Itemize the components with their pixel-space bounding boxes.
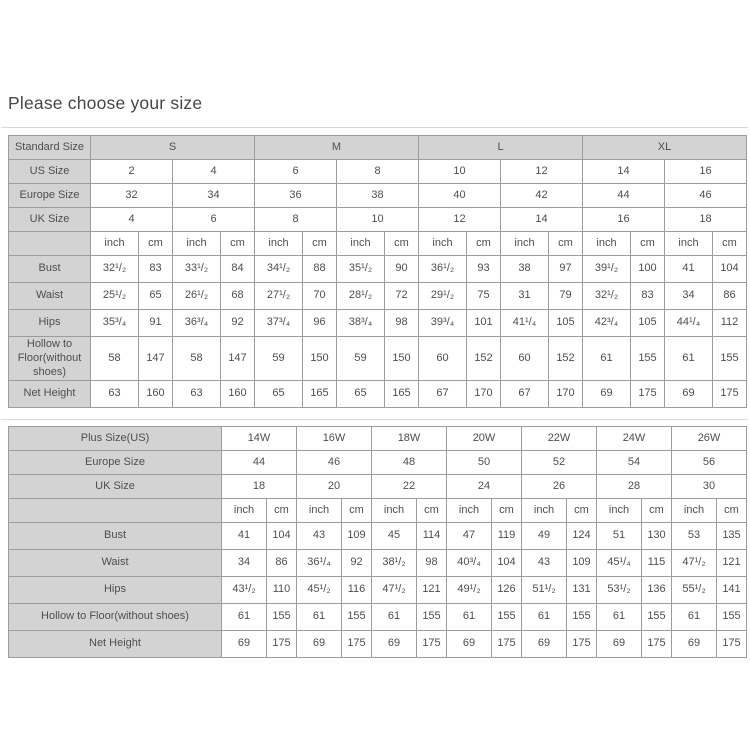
size-value-cell: 14 xyxy=(501,208,583,232)
measure-value-cell: 41¹/₄ xyxy=(501,310,549,337)
measure-value-cell: 61 xyxy=(672,604,717,631)
unit-inch-cell: inch xyxy=(501,232,549,256)
size-value-cell: 46 xyxy=(297,451,372,475)
measure-value-cell: 91 xyxy=(139,310,173,337)
size-value-cell: 46 xyxy=(665,184,747,208)
size-value-cell: 12 xyxy=(419,208,501,232)
unit-cm-cell: cm xyxy=(492,499,522,523)
measure-value-cell: 44¹/₄ xyxy=(665,310,713,337)
measure-value-cell: 112 xyxy=(713,310,747,337)
measure-value-cell: 150 xyxy=(303,337,337,381)
measure-value-cell: 175 xyxy=(342,631,372,658)
measure-value-cell: 34 xyxy=(222,550,267,577)
unit-cm-cell: cm xyxy=(713,232,747,256)
divider xyxy=(1,127,748,128)
measure-value-cell: 61 xyxy=(372,604,417,631)
measure-value-cell: 119 xyxy=(492,523,522,550)
row-label: Standard Size xyxy=(9,136,91,160)
unit-inch-cell: inch xyxy=(583,232,631,256)
size-value-cell: 20 xyxy=(297,475,372,499)
measure-value-cell: 32¹/₂ xyxy=(91,256,139,283)
measure-value-cell: 121 xyxy=(717,550,747,577)
size-value-cell: 30 xyxy=(672,475,747,499)
measure-value-cell: 175 xyxy=(567,631,597,658)
row-label: Net Height xyxy=(9,381,91,408)
measure-value-cell: 105 xyxy=(549,310,583,337)
measure-value-cell: 26¹/₂ xyxy=(173,283,221,310)
measure-value-cell: 165 xyxy=(303,381,337,408)
measure-value-cell: 25¹/₂ xyxy=(91,283,139,310)
size-value-cell: 18 xyxy=(222,475,297,499)
measure-value-cell: 155 xyxy=(713,337,747,381)
row-label: Hips xyxy=(9,310,91,337)
measure-value-cell: 165 xyxy=(385,381,419,408)
row-label: Bust xyxy=(9,523,222,550)
measure-value-cell: 131 xyxy=(567,577,597,604)
unit-cm-cell: cm xyxy=(417,499,447,523)
measure-value-cell: 150 xyxy=(385,337,419,381)
measure-value-cell: 36³/₄ xyxy=(173,310,221,337)
measure-value-cell: 141 xyxy=(717,577,747,604)
measure-value-cell: 69 xyxy=(597,631,642,658)
measure-value-cell: 61 xyxy=(447,604,492,631)
measure-value-cell: 96 xyxy=(303,310,337,337)
measure-value-cell: 155 xyxy=(642,604,672,631)
row-label xyxy=(9,232,91,256)
row-label: Net Height xyxy=(9,631,222,658)
measure-value-cell: 61 xyxy=(583,337,631,381)
measure-value-cell: 51 xyxy=(597,523,642,550)
standard-size-table xyxy=(8,135,747,408)
measure-value-cell: 32¹/₂ xyxy=(583,283,631,310)
size-value-cell: 56 xyxy=(672,451,747,475)
measure-value-cell: 155 xyxy=(492,604,522,631)
unit-cm-cell: cm xyxy=(567,499,597,523)
unit-inch-cell: inch xyxy=(672,499,717,523)
size-value-cell: 16W xyxy=(297,427,372,451)
unit-inch-cell: inch xyxy=(173,232,221,256)
measure-value-cell: 63 xyxy=(173,381,221,408)
size-value-cell: 4 xyxy=(173,160,255,184)
measure-value-cell: 69 xyxy=(297,631,342,658)
measure-value-cell: 67 xyxy=(501,381,549,408)
unit-cm-cell: cm xyxy=(139,232,173,256)
size-value-cell: 8 xyxy=(337,160,419,184)
measure-value-cell: 41 xyxy=(665,256,713,283)
measure-value-cell: 86 xyxy=(267,550,297,577)
size-value-cell: 44 xyxy=(222,451,297,475)
unit-inch-cell: inch xyxy=(419,232,467,256)
measure-value-cell: 170 xyxy=(467,381,501,408)
measure-value-cell: 47 xyxy=(447,523,492,550)
measure-value-cell: 69 xyxy=(672,631,717,658)
measure-value-cell: 79 xyxy=(549,283,583,310)
unit-cm-cell: cm xyxy=(717,499,747,523)
measure-value-cell: 121 xyxy=(417,577,447,604)
measure-value-cell: 175 xyxy=(417,631,447,658)
measure-value-cell: 147 xyxy=(221,337,255,381)
measure-value-cell: 45¹/₂ xyxy=(297,577,342,604)
measure-value-cell: 104 xyxy=(267,523,297,550)
size-value-cell: 32 xyxy=(91,184,173,208)
measure-value-cell: 86 xyxy=(713,283,747,310)
measure-value-cell: 69 xyxy=(665,381,713,408)
measure-value-cell: 104 xyxy=(713,256,747,283)
size-value-cell: 18 xyxy=(665,208,747,232)
size-value-cell: 34 xyxy=(173,184,255,208)
measure-value-cell: 41 xyxy=(222,523,267,550)
measure-value-cell: 68 xyxy=(221,283,255,310)
measure-value-cell: 36¹/₄ xyxy=(297,550,342,577)
measure-value-cell: 92 xyxy=(342,550,372,577)
size-value-cell: 52 xyxy=(522,451,597,475)
size-value-cell: 44 xyxy=(583,184,665,208)
measure-value-cell: 98 xyxy=(385,310,419,337)
measure-value-cell: 65 xyxy=(139,283,173,310)
size-group-header: M xyxy=(255,136,419,160)
measure-value-cell: 147 xyxy=(139,337,173,381)
measure-value-cell: 170 xyxy=(549,381,583,408)
measure-value-cell: 53¹/₂ xyxy=(597,577,642,604)
measure-value-cell: 43¹/₂ xyxy=(222,577,267,604)
measure-value-cell: 83 xyxy=(631,283,665,310)
measure-value-cell: 155 xyxy=(717,604,747,631)
unit-cm-cell: cm xyxy=(385,232,419,256)
measure-value-cell: 155 xyxy=(267,604,297,631)
size-value-cell: 18W xyxy=(372,427,447,451)
size-value-cell: 10 xyxy=(337,208,419,232)
measure-value-cell: 61 xyxy=(597,604,642,631)
measure-value-cell: 175 xyxy=(492,631,522,658)
unit-inch-cell: inch xyxy=(522,499,567,523)
measure-value-cell: 90 xyxy=(385,256,419,283)
measure-value-cell: 152 xyxy=(549,337,583,381)
size-value-cell: 4 xyxy=(91,208,173,232)
measure-value-cell: 110 xyxy=(267,577,297,604)
measure-value-cell: 152 xyxy=(467,337,501,381)
measure-value-cell: 35¹/₂ xyxy=(337,256,385,283)
measure-value-cell: 63 xyxy=(91,381,139,408)
size-value-cell: 14W xyxy=(222,427,297,451)
unit-cm-cell: cm xyxy=(303,232,337,256)
measure-value-cell: 49 xyxy=(522,523,567,550)
measure-value-cell: 33¹/₂ xyxy=(173,256,221,283)
size-value-cell: 20W xyxy=(447,427,522,451)
size-value-cell: 40 xyxy=(419,184,501,208)
size-value-cell: 38 xyxy=(337,184,419,208)
measure-value-cell: 37³/₄ xyxy=(255,310,303,337)
measure-value-cell: 69 xyxy=(583,381,631,408)
measure-value-cell: 49¹/₂ xyxy=(447,577,492,604)
measure-value-cell: 116 xyxy=(342,577,372,604)
row-label: Europe Size xyxy=(9,451,222,475)
measure-value-cell: 45 xyxy=(372,523,417,550)
unit-cm-cell: cm xyxy=(631,232,665,256)
row-label: Bust xyxy=(9,256,91,283)
measure-value-cell: 28¹/₂ xyxy=(337,283,385,310)
unit-cm-cell: cm xyxy=(221,232,255,256)
measure-value-cell: 84 xyxy=(221,256,255,283)
page-title: Please choose your size xyxy=(8,93,203,113)
measure-value-cell: 69 xyxy=(372,631,417,658)
size-group-header: XL xyxy=(583,136,747,160)
unit-cm-cell: cm xyxy=(642,499,672,523)
unit-inch-cell: inch xyxy=(297,499,342,523)
unit-inch-cell: inch xyxy=(447,499,492,523)
size-value-cell: 28 xyxy=(597,475,672,499)
row-label: Plus Size(US) xyxy=(9,427,222,451)
measure-value-cell: 155 xyxy=(567,604,597,631)
measure-value-cell: 43 xyxy=(297,523,342,550)
row-label: Europe Size xyxy=(9,184,91,208)
measure-value-cell: 45¹/₄ xyxy=(597,550,642,577)
size-value-cell: 16 xyxy=(665,160,747,184)
measure-value-cell: 59 xyxy=(337,337,385,381)
measure-value-cell: 101 xyxy=(467,310,501,337)
size-value-cell: 10 xyxy=(419,160,501,184)
measure-value-cell: 175 xyxy=(713,381,747,408)
measure-value-cell: 39³/₄ xyxy=(419,310,467,337)
row-label: Waist xyxy=(9,283,91,310)
measure-value-cell: 61 xyxy=(222,604,267,631)
unit-inch-cell: inch xyxy=(597,499,642,523)
measure-value-cell: 60 xyxy=(419,337,467,381)
size-value-cell: 54 xyxy=(597,451,672,475)
measure-value-cell: 39¹/₂ xyxy=(583,256,631,283)
measure-value-cell: 51¹/₂ xyxy=(522,577,567,604)
measure-value-cell: 114 xyxy=(417,523,447,550)
measure-value-cell: 59 xyxy=(255,337,303,381)
measure-value-cell: 104 xyxy=(492,550,522,577)
unit-inch-cell: inch xyxy=(372,499,417,523)
measure-value-cell: 38³/₄ xyxy=(337,310,385,337)
measure-value-cell: 43 xyxy=(522,550,567,577)
size-value-cell: 22 xyxy=(372,475,447,499)
measure-value-cell: 69 xyxy=(447,631,492,658)
measure-value-cell: 53 xyxy=(672,523,717,550)
measure-value-cell: 175 xyxy=(642,631,672,658)
size-value-cell: 16 xyxy=(583,208,665,232)
size-value-cell: 50 xyxy=(447,451,522,475)
measure-value-cell: 34 xyxy=(665,283,713,310)
measure-value-cell: 34¹/₂ xyxy=(255,256,303,283)
measure-value-cell: 75 xyxy=(467,283,501,310)
size-value-cell: 12 xyxy=(501,160,583,184)
unit-inch-cell: inch xyxy=(255,232,303,256)
measure-value-cell: 98 xyxy=(417,550,447,577)
measure-value-cell: 155 xyxy=(417,604,447,631)
measure-value-cell: 124 xyxy=(567,523,597,550)
row-label: UK Size xyxy=(9,208,91,232)
measure-value-cell: 38 xyxy=(501,256,549,283)
measure-value-cell: 42³/₄ xyxy=(583,310,631,337)
size-value-cell: 14 xyxy=(583,160,665,184)
size-value-cell: 2 xyxy=(91,160,173,184)
measure-value-cell: 175 xyxy=(631,381,665,408)
measure-value-cell: 67 xyxy=(419,381,467,408)
size-value-cell: 42 xyxy=(501,184,583,208)
measure-value-cell: 126 xyxy=(492,577,522,604)
measure-value-cell: 61 xyxy=(297,604,342,631)
measure-value-cell: 61 xyxy=(665,337,713,381)
measure-value-cell: 58 xyxy=(173,337,221,381)
measure-value-cell: 55¹/₂ xyxy=(672,577,717,604)
size-value-cell: 8 xyxy=(255,208,337,232)
measure-value-cell: 88 xyxy=(303,256,337,283)
measure-value-cell: 92 xyxy=(221,310,255,337)
measure-value-cell: 175 xyxy=(717,631,747,658)
size-value-cell: 24 xyxy=(447,475,522,499)
unit-inch-cell: inch xyxy=(91,232,139,256)
size-group-header: S xyxy=(91,136,255,160)
measure-value-cell: 160 xyxy=(139,381,173,408)
measure-value-cell: 93 xyxy=(467,256,501,283)
measure-value-cell: 100 xyxy=(631,256,665,283)
measure-value-cell: 109 xyxy=(342,523,372,550)
measure-value-cell: 105 xyxy=(631,310,665,337)
measure-value-cell: 36¹/₂ xyxy=(419,256,467,283)
size-value-cell: 6 xyxy=(255,160,337,184)
measure-value-cell: 109 xyxy=(567,550,597,577)
measure-value-cell: 27¹/₂ xyxy=(255,283,303,310)
measure-value-cell: 47¹/₂ xyxy=(672,550,717,577)
measure-value-cell: 72 xyxy=(385,283,419,310)
row-label xyxy=(9,499,222,523)
measure-value-cell: 65 xyxy=(337,381,385,408)
plus-size-table xyxy=(8,426,747,658)
measure-value-cell: 31 xyxy=(501,283,549,310)
measure-value-cell: 60 xyxy=(501,337,549,381)
size-value-cell: 22W xyxy=(522,427,597,451)
measure-value-cell: 155 xyxy=(342,604,372,631)
size-value-cell: 24W xyxy=(597,427,672,451)
unit-inch-cell: inch xyxy=(222,499,267,523)
divider xyxy=(1,419,748,420)
row-label: Hollow to Floor(without shoes) xyxy=(9,604,222,631)
measure-value-cell: 38¹/₂ xyxy=(372,550,417,577)
size-value-cell: 26W xyxy=(672,427,747,451)
measure-value-cell: 69 xyxy=(522,631,567,658)
measure-value-cell: 175 xyxy=(267,631,297,658)
measure-value-cell: 29¹/₂ xyxy=(419,283,467,310)
measure-value-cell: 40³/₄ xyxy=(447,550,492,577)
measure-value-cell: 47¹/₂ xyxy=(372,577,417,604)
size-value-cell: 26 xyxy=(522,475,597,499)
size-value-cell: 6 xyxy=(173,208,255,232)
unit-inch-cell: inch xyxy=(665,232,713,256)
measure-value-cell: 69 xyxy=(222,631,267,658)
measure-value-cell: 160 xyxy=(221,381,255,408)
row-label: Waist xyxy=(9,550,222,577)
measure-value-cell: 97 xyxy=(549,256,583,283)
measure-value-cell: 65 xyxy=(255,381,303,408)
measure-value-cell: 130 xyxy=(642,523,672,550)
row-label: US Size xyxy=(9,160,91,184)
unit-cm-cell: cm xyxy=(549,232,583,256)
size-group-header: L xyxy=(419,136,583,160)
measure-value-cell: 155 xyxy=(631,337,665,381)
unit-cm-cell: cm xyxy=(467,232,501,256)
size-chart-page xyxy=(0,93,750,658)
measure-value-cell: 61 xyxy=(522,604,567,631)
measure-value-cell: 135 xyxy=(717,523,747,550)
row-label: Hips xyxy=(9,577,222,604)
row-label: UK Size xyxy=(9,475,222,499)
measure-value-cell: 58 xyxy=(91,337,139,381)
measure-value-cell: 115 xyxy=(642,550,672,577)
measure-value-cell: 136 xyxy=(642,577,672,604)
size-value-cell: 48 xyxy=(372,451,447,475)
unit-inch-cell: inch xyxy=(337,232,385,256)
unit-cm-cell: cm xyxy=(342,499,372,523)
measure-value-cell: 35³/₄ xyxy=(91,310,139,337)
size-value-cell: 36 xyxy=(255,184,337,208)
measure-value-cell: 70 xyxy=(303,283,337,310)
row-label: Hollow to Floor(without shoes) xyxy=(9,337,91,381)
measure-value-cell: 83 xyxy=(139,256,173,283)
unit-cm-cell: cm xyxy=(267,499,297,523)
